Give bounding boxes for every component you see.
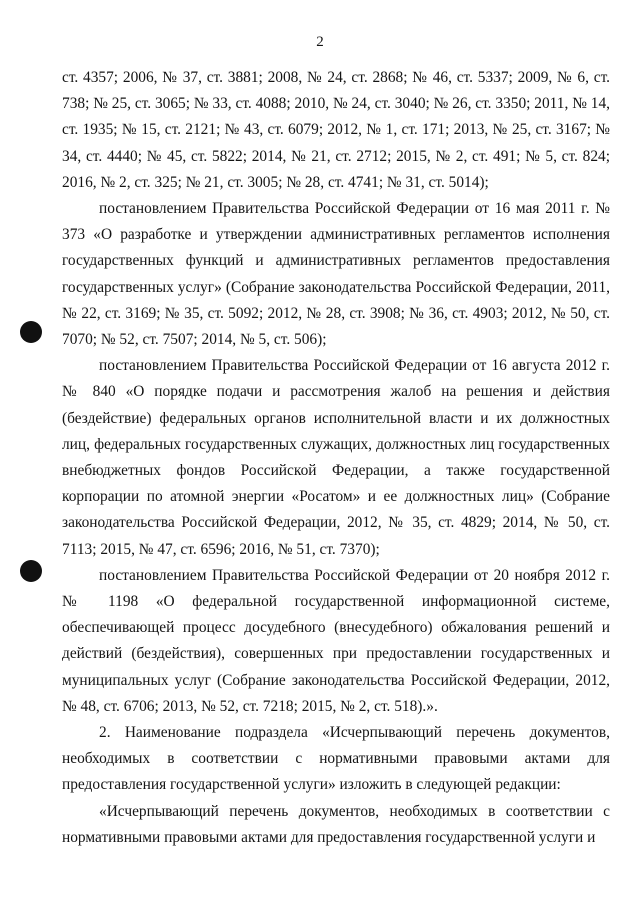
paragraph-resolution-840: постановлением Правительства Российской Федерации от 16 августа 2012 г. № 840 «О порядке подачи и рассмотрения жалоб на решения и действия (бездействие) федеральных органов исполнительной власти и их должностных лиц, федеральных государственных служащих, должностных лиц государственных внебюджетных фондов Российской Федерации, а также государственной корпорации по атомной энергии «Росатом» и ее должностных лиц» (Собрание законодательства Российской Федерации, 2012, № 35, ст. 4829; 2014, № 50, ст. 7113; 2015, № 47, ст. 6596; 2016, № 51, ст. 7370); [62, 357, 610, 558]
page-number: 2 [316, 34, 324, 50]
punch-hole-mark [20, 560, 42, 582]
document-body [62, 65, 610, 851]
punch-hole-mark [20, 321, 42, 343]
paragraph-resolution-1198: постановлением Правительства Российской Федерации от 20 ноября 2012 г. № 1198 «О федеральной государственной информационной системе, обеспечивающей процесс досудебного (внесудебного) обжалования решений и действий (бездействия), совершенных при предоставлении государственных и муниципальных услуг (Собрание законодательства Российской Федерации, 2012, № 48, ст. 6706; 2013, № 52, ст. 7218; 2015, № 2, ст. 518).». [62, 566, 610, 715]
paragraph-new-heading: «Исчерпывающий перечень документов, необходимых в соответствии с нормативными правовыми актами для предоставления государственной услуги и [62, 802, 610, 846]
paragraph-resolution-373: постановлением Правительства Российской Федерации от 16 мая 2011 г. № 373 «О разработке и утверждении административных регламентов исполнения государственных функций и административных регламентов предоставления государственных услуг» (Собрание законодательства Российской Федерации, 2011, № 22, ст. 3169; № 35, ст. 5092; 2012, № 28, ст. 3908; № 36, ст. 4903; 2012, № 50, ст. 7070; № 52, ст. 7507; 2014, № 5, ст. 506); [62, 200, 610, 349]
paragraph-citation-continuation: ст. 4357; 2006, № 37, ст. 3881; 2008, № 24, ст. 2868; № 46, ст. 5337; 2009, № 6, ст. 738; № 25, ст. 3065; № 33, ст. 4088; 2010, № 24, ст. 3040; № 26, ст. 3350; 2011, № 14, ст. 1935; № 15, ст. 2121; № 43, ст. 6079; 2012, № 1, ст. 171; 2013, № 25, ст. 3167; № 34, ст. 4440; № 45, ст. 5822; 2014, № 21, ст. 2712; 2015, № 2, ст. 491; № 5, ст. 824; 2016, № 2, ст. 325; № 21, ст. 3005; № 28, ст. 4741; № 31, ст. 5014); [62, 69, 610, 191]
paragraph-item-2: 2. Наименование подраздела «Исчерпывающий перечень документов, необходимых в соответствии с нормативными правовыми актами для предоставления государственной услуги» изложить в следующей редакции: [62, 724, 610, 794]
